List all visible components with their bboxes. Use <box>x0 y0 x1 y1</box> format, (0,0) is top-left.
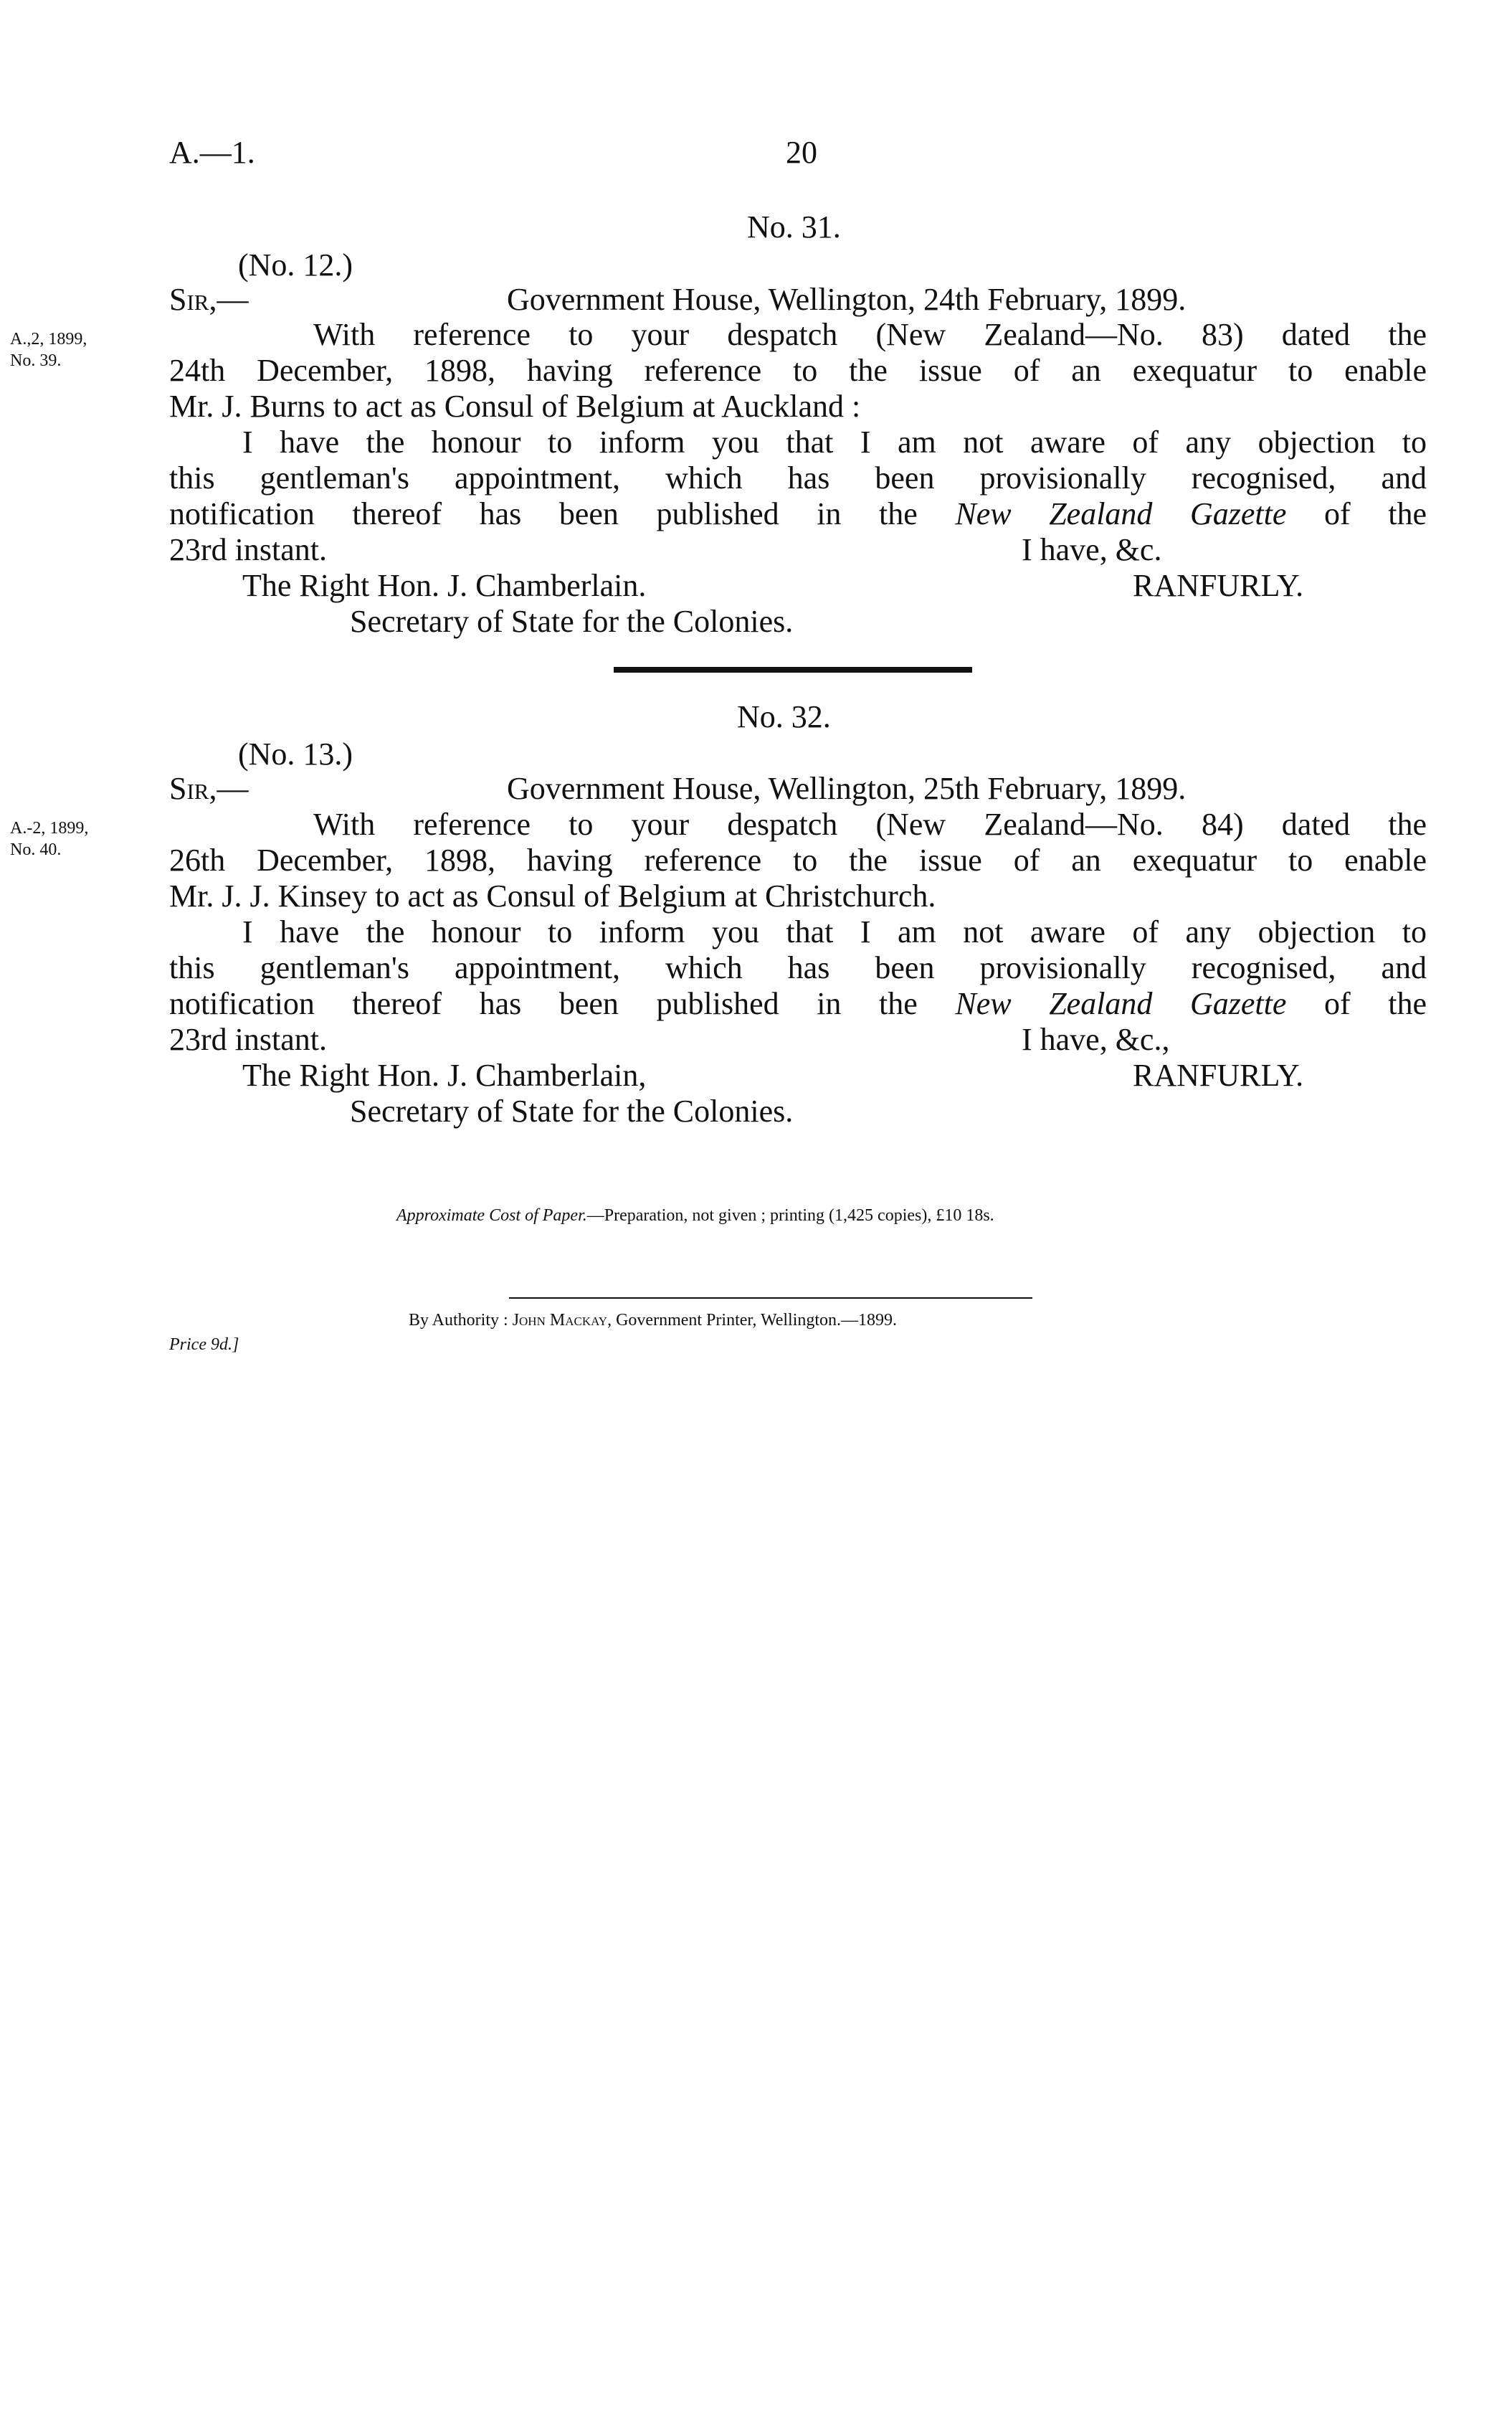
para1-line2: 26th December, 1898, having reference to the issue of an exequatur to enable <box>169 843 1427 878</box>
despatch-ref: (No. 12.) <box>238 247 353 283</box>
para2-line2: this gentleman's appointment, which has been provisionally recognised, and <box>169 460 1427 496</box>
authority-suffix: Government Printer, Wellington.—1899. <box>616 1311 898 1330</box>
para2-line1: I have the honour to inform you that I am not aware of any objection to <box>242 914 1427 949</box>
para2-line3-end: of the <box>1324 986 1427 1021</box>
footer-rule <box>509 1297 1032 1299</box>
para1-line1-text: With reference to your despatch (New Zealand—No. 84) dated the <box>313 807 1427 842</box>
para2-line4: 23rd instant. <box>169 532 327 567</box>
addressee: The Right Hon. J. Chamberlain. <box>242 568 647 603</box>
para1-line3: Mr. J. J. Kinsey to act as Consul of Belgium at Christchurch. <box>169 878 936 914</box>
closing: I have, &c. <box>1022 532 1162 567</box>
addressee-title: Secretary of State for the Colonies. <box>350 604 794 639</box>
para2-line1: I have the honour to inform you that I am not aware of any objection to <box>242 425 1427 460</box>
signature: RANFURLY. <box>1133 1058 1304 1093</box>
authority-line <box>409 1311 897 1330</box>
gazette-title: New Zealand Gazette <box>955 986 1287 1021</box>
margin-ref-line1: A.,2, 1899, <box>10 330 87 349</box>
para1-line2: 24th December, 1898, having reference to the issue of an exequatur to enable <box>169 353 1427 388</box>
addressee-title: Secretary of State for the Colonies. <box>350 1094 794 1129</box>
despatch-number: No. 31. <box>747 209 841 245</box>
cost-note <box>396 1206 994 1226</box>
margin-ref-line1: A.-2, 1899, <box>10 819 89 838</box>
place-date: Government House, Wellington, 25th February, 1899. <box>507 771 1187 806</box>
para1-line3: Mr. J. Burns to act as Consul of Belgium at Auckland : <box>169 389 861 424</box>
gazette-title: New Zealand Gazette <box>955 496 1287 531</box>
closing: I have, &c., <box>1022 1022 1170 1057</box>
para1-line1 <box>313 807 1427 843</box>
despatch-number: No. 32. <box>737 699 831 734</box>
para2-line4: 23rd instant. <box>169 1022 327 1057</box>
para2-line3 <box>169 496 1427 532</box>
section-divider <box>614 667 972 673</box>
price-note: Price 9d.] <box>169 1335 239 1354</box>
authority-prefix: By Authority : <box>409 1311 508 1330</box>
para1-line1-text: With reference to your despatch (New Zealand—No. 83) dated the <box>313 317 1427 352</box>
cost-text: —Preparation, not given ; printing (1,425 copies), £10 18s. <box>586 1206 994 1225</box>
margin-ref-line2: No. 39. <box>10 351 62 370</box>
margin-ref-line2: No. 40. <box>10 840 62 859</box>
place-date: Government House, Wellington, 24th February, 1899. <box>507 282 1187 317</box>
printer-name: John Mackay, <box>512 1311 612 1330</box>
para2-line3-start: notification thereof has been published in the <box>169 986 918 1021</box>
salutation: Sir,— <box>169 771 249 806</box>
para1-line1 <box>313 317 1427 353</box>
page-number: 20 <box>786 135 817 170</box>
addressee: The Right Hon. J. Chamberlain, <box>242 1058 647 1093</box>
despatch-ref: (No. 13.) <box>238 736 353 772</box>
para2-line2: this gentleman's appointment, which has been provisionally recognised, and <box>169 950 1427 985</box>
para2-line3-start: notification thereof has been published in the <box>169 496 918 531</box>
signature: RANFURLY. <box>1133 568 1304 603</box>
para2-line3 <box>169 986 1427 1022</box>
salutation: Sir,— <box>169 282 249 317</box>
series-code: A.—1. <box>169 135 255 170</box>
para2-line3-end: of the <box>1324 496 1427 531</box>
cost-label: Approximate Cost of Paper. <box>396 1206 587 1225</box>
